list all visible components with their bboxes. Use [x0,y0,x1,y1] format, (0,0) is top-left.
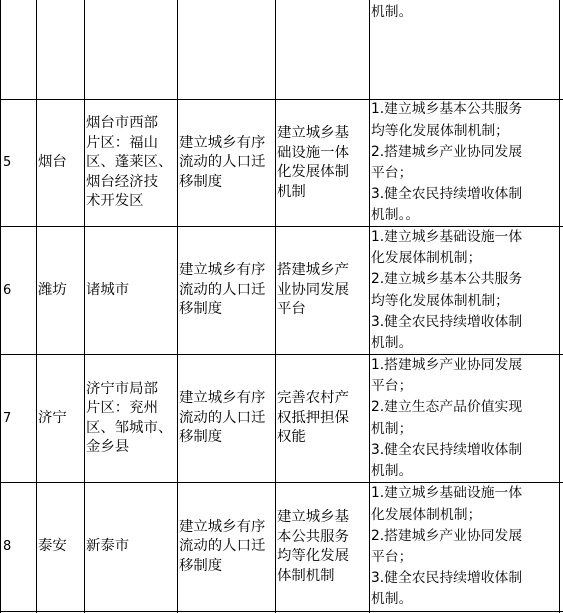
column-border [559,0,560,613]
row-number: 5 [3,155,12,171]
city-name: 潍坊 [38,281,67,298]
other-reforms: 1.建立城乡基础设施一体 化发展体制机制； 2.搭建城乡产业协同发展 平台； 3.健全农民持续增收体制 机制。 [371,485,523,608]
task-focus: 建立城乡基 础设施一体 化发展体制 机制 [277,125,349,200]
partial-row-reform-text: 机制。 [371,4,413,20]
row-number: 8 [3,539,12,555]
city-name: 济宁 [38,409,67,426]
task-focus: 搭建城乡产 业协同发展 平台 [277,262,349,318]
partial-row-reform-cell [371,0,559,32]
city-name: 烟台 [38,154,67,171]
column-border [177,0,178,613]
column-border [84,0,85,613]
column-border [0,0,1,613]
column-border [275,0,276,613]
other-reforms: 1.搭建城乡产业协同发展 平台； 2.建立生态产品价值实现 机制； 3.健全农民持续增收体制 机制。 [371,356,523,479]
row-number: 7 [3,410,12,426]
pilot-area: 济宁市局部 片区：兖州 区、邹城市、 金乡县 [86,380,173,455]
pilot-area: 烟台市西部 片区：福山 区、蓬莱区、 烟台经济技 术开发区 [86,115,173,210]
task-population: 建立城乡有序 流动的人口迁 移制度 [179,134,266,190]
column-border [36,0,37,613]
task-population: 建立城乡有序 流动的人口迁 移制度 [179,518,266,574]
other-reforms: 1.建立城乡基本公共服务 均等化发展体制机制； 2.搭建城乡产业协同发展 平台； 3.健全农民持续增收体制 机制。。 [371,101,523,224]
row-number: 6 [3,282,12,298]
row-border [0,611,563,612]
task-population: 建立城乡有序 流动的人口迁 移制度 [179,262,266,318]
city-name: 泰安 [38,538,67,555]
other-reforms: 1.建立城乡基础设施一体 化发展体制机制； 2.建立城乡基本公共服务 均等化发展体制机制； 3.健全农民持续增收体制 机制。 [371,228,523,351]
task-focus: 完善农村产 权抵押担保 权能 [277,390,349,446]
task-population: 建立城乡有序 流动的人口迁 移制度 [179,390,266,446]
pilot-area: 诸城市 [86,281,130,298]
column-border [369,0,370,613]
task-focus: 建立城乡基 本公共服务 均等化发展 体制机制 [277,509,349,584]
pilot-area: 新泰市 [86,538,130,555]
